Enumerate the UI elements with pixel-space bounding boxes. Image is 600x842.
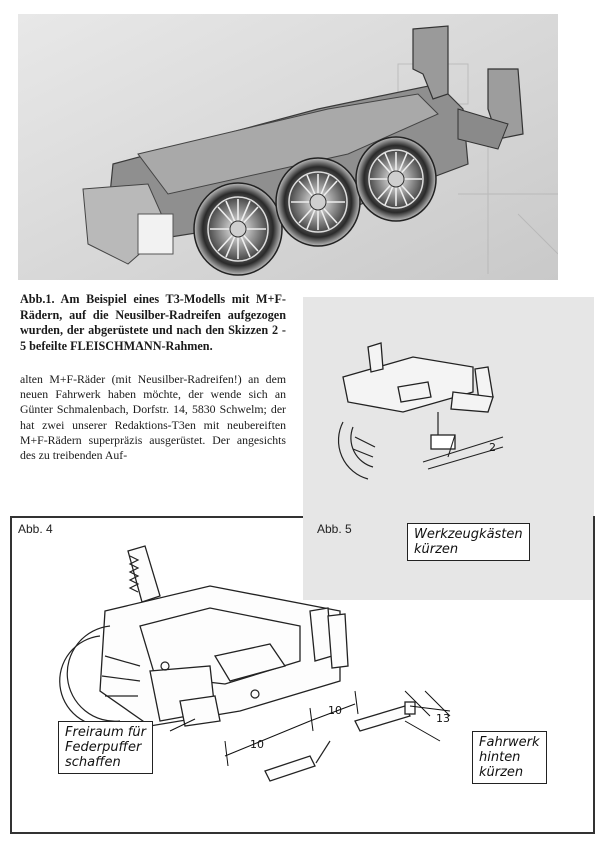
fig5-dimension: 2 bbox=[489, 441, 496, 454]
wheel-3 bbox=[356, 137, 436, 221]
fig5-label-line2: kürzen bbox=[414, 542, 459, 557]
fig5-title: Abb. 5 bbox=[317, 522, 352, 536]
fig4-label-left-line3: schaffen bbox=[65, 755, 121, 770]
chassis-photo bbox=[18, 14, 558, 280]
fig4-dim-c: 13 bbox=[436, 712, 450, 725]
figure-caption: Abb.1. Am Beispiel eines T3-Modells mit M+F-Rädern, auf die Neusilber-Radreifen aufgezogen wurden, der abgerüstete und nach den Skizzen 2 - 5 befeilte FLEISCHMANN-Rahmen. bbox=[20, 292, 286, 353]
fig4-label-right bbox=[472, 731, 547, 784]
fig4-label-left-line1: Freiraum für bbox=[65, 725, 146, 740]
wheel-1 bbox=[194, 183, 282, 275]
body-paragraph: alten M+F-Räder (mit Neusilber-Radreifen!) an dem neuen Fahrwerk haben möchte, der wende sich an Günter Schmalenbach, Dorfstr. 14, 5830 Schwelm; der hat zwei unserer Redaktions-T3en mit neubereiften M+F-Rädern superpräzis ausgerüstet. Der angesichts des zu treibenden Auf- bbox=[20, 372, 286, 463]
wheel-2 bbox=[276, 158, 360, 246]
figure-4 bbox=[10, 516, 595, 834]
fig5-label-line1: Werkzeugkästen bbox=[414, 527, 523, 542]
fig4-title: Abb. 4 bbox=[18, 522, 53, 536]
fig4-dim-b: 10 bbox=[328, 704, 342, 717]
fig4-label-left-line2: Federpuffer bbox=[65, 740, 142, 755]
fig4-label-right-line2: hinten bbox=[479, 750, 521, 765]
fig4-label-right-line1: Fahrwerk bbox=[479, 735, 540, 750]
chassis-photo-drawing bbox=[18, 14, 558, 280]
fig4-label-right-line3: kürzen bbox=[479, 765, 524, 780]
figure-4-drawing bbox=[10, 516, 595, 834]
fig4-label-left bbox=[58, 721, 153, 774]
fig4-dim-a: 10 bbox=[250, 738, 264, 751]
